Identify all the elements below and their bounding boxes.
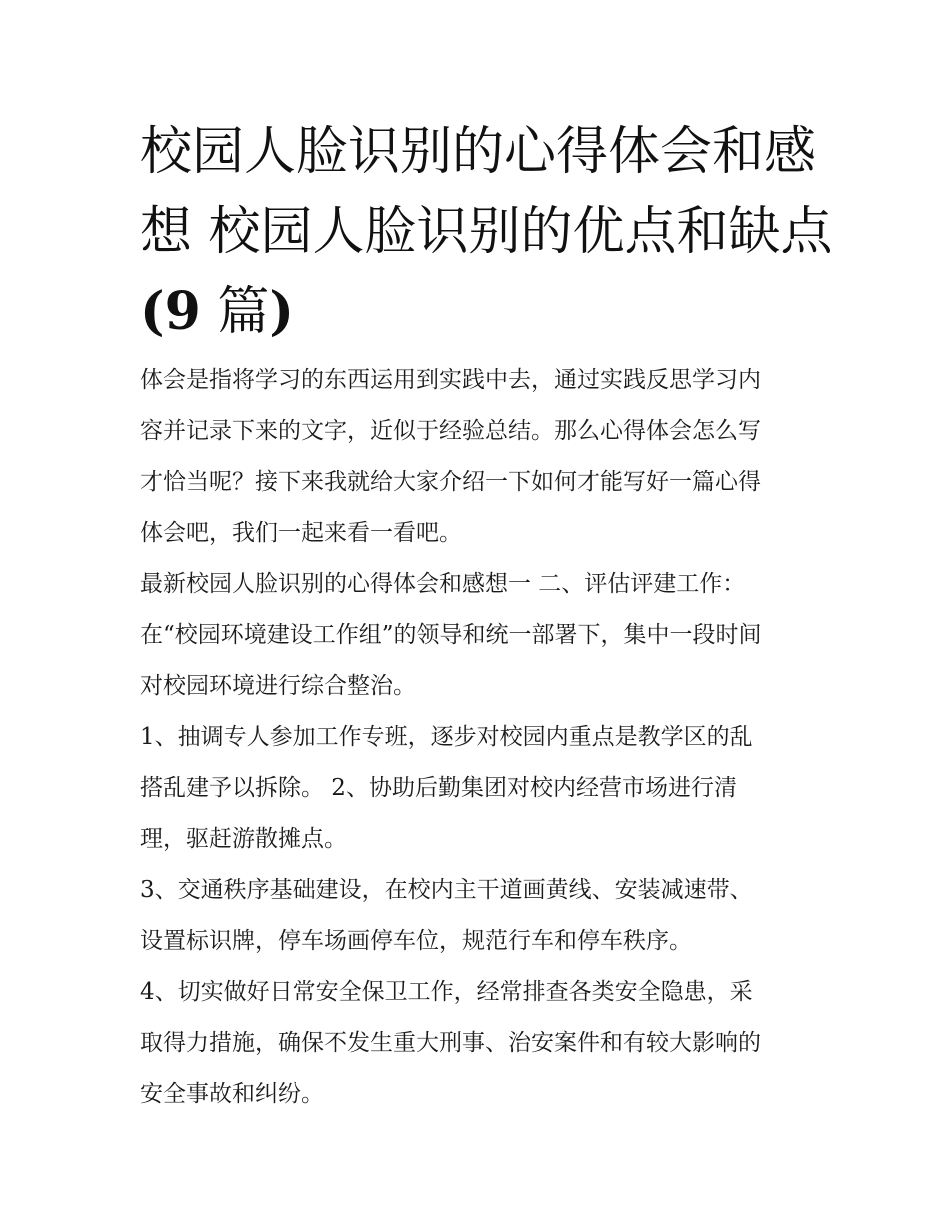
title-count-open: (9 [140, 281, 201, 342]
document-body [140, 355, 820, 1120]
text-line: 体会是指将学习的东西运用到实践中去，通过实践反思学习内 [140, 367, 761, 393]
title-count-word: 篇 [217, 282, 270, 342]
text-line: 最新校园人脸识别的心得体会和感想一 二、评估评建工作： [140, 571, 746, 597]
paragraph-section-heading [140, 559, 820, 610]
paragraph-environment [140, 610, 820, 712]
text-line: 在“校园环境建设工作组”的领导和统一部署下，集中一段时间 [140, 622, 762, 648]
paragraph-intro [140, 355, 820, 559]
text-line: 理，驱赶游散摊点。 [140, 826, 347, 852]
text-line: 搭乱建予以拆除。 2、协助后勤集团对校内经营市场进行清 [140, 775, 737, 801]
paragraph-item-4 [140, 967, 820, 1120]
text-line: 3、交通秩序基础建设，在校内主干道画黄线、安装减速带、 [140, 877, 753, 903]
text-line: 容并记录下来的文字，近似于经验总结。那么心得体会怎么写 [140, 418, 761, 444]
title-line-1: 校园人脸识别的心得体会和感 [140, 122, 817, 182]
text-line: 对校园环境进行综合整治。 [140, 673, 416, 699]
text-line: 体会吧，我们一起来看一看吧。 [140, 520, 462, 546]
paragraph-item-1 [140, 712, 820, 865]
text-line: 1、抽调专人参加工作专班，逐步对校园内重点是教学区的乱 [140, 724, 753, 750]
title-line-2: 想 校园人脸识别的优点和缺点 [140, 202, 833, 262]
text-line: 才恰当呢？接下来我就给大家介绍一下如何才能写好一篇心得 [140, 469, 761, 495]
text-line: 4、切实做好日常安全保卫工作，经常排查各类安全隐患，采 [140, 979, 753, 1005]
paragraph-item-3 [140, 865, 820, 967]
text-line: 取得力措施，确保不发生重大刑事、治安案件和有较大影响的 [140, 1030, 761, 1056]
title-line-3 [140, 272, 820, 352]
document-title [140, 112, 833, 352]
text-line: 安全事故和纠纷。 [140, 1081, 324, 1107]
text-line: 设置标识牌，停车场画停车位，规范行车和停车秩序。 [140, 928, 692, 954]
title-count-close: ) [269, 281, 294, 342]
